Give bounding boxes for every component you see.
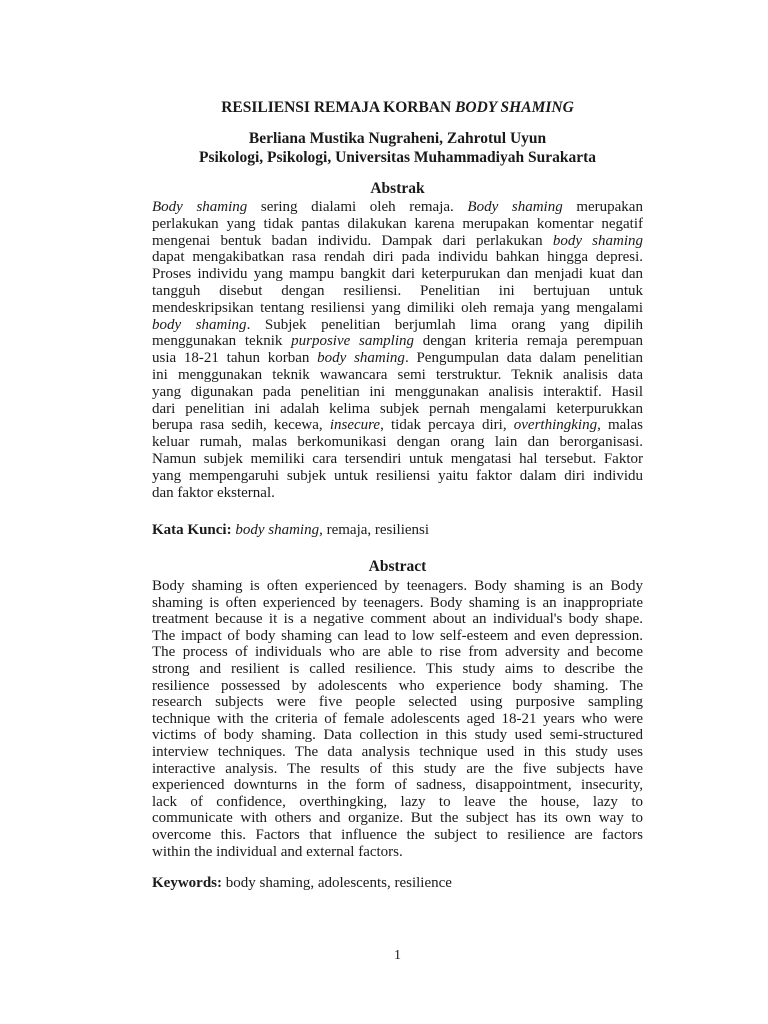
abstrak-line [152,417,643,434]
abstract-line: strong and resilient is called resilience. This study aims to describe the [152,660,643,677]
abstract-line: Body shaming is often experienced by teenagers. Body shaming is an Body [152,578,643,594]
abstrak-line [152,468,643,485]
abstrak-line [152,266,643,283]
abstrak-italic-term: Body shaming [467,199,563,215]
abstrak-line [152,199,643,216]
abstrak-text-segment: . Pengumpulan data dalam penelitian [404,350,643,367]
abstrak-text-segment: , malas [597,417,643,434]
abstrak-line [152,333,643,350]
abstrak-heading: Abstrak [370,180,425,197]
abstrak-line [152,401,643,418]
abstrak-text-segment: Namun subjek memiliki cara tersendiri untuk mengatasi hal tersebut. Faktor [152,450,643,467]
abstrak-text-segment: sering dialami oleh remaja. [247,199,468,215]
abstrak-line [152,434,643,451]
paper-affiliation: Psikologi, Psikologi, Universitas Muhammadiyah Surakarta [198,149,596,166]
keywords-value: body shaming, adolescents, resilience [222,875,452,891]
abstract-line: technique with the criteria of female adolescents aged 18-21 years who were [152,710,643,727]
abstrak-text-segment: perlakukan yang tidak pantas dilakukan karena merupakan komentar negatif [152,215,643,232]
abstrak-line [152,233,643,250]
abstrak-text-segment: dapat mengakibatkan rasa rendah diri pada individu bahkan hingga depresi. [152,249,643,266]
kata-kunci [152,521,643,539]
abstrak-text-segment: menggunakan teknik [152,333,292,350]
abstract-line: The impact of body shaming can lead to low self-esteem and even depression. [152,627,643,644]
paper-title-italic: BODY SHAMING [455,99,574,116]
abstrak-italic-term: purposive sampling [291,333,415,350]
abstrak-line [152,485,643,502]
abstract-line: research subjects were five people selected using purposive sampling [152,694,643,711]
paper-title [152,98,643,118]
paper-title-main: RESILIENSI REMAJA KORBAN [221,99,456,116]
abstrak-line [152,249,643,266]
abstract-heading: Abstract [368,558,427,575]
abstrak-text-segment: tangguh disebut dengan resiliensi. Penelitian ini bertujuan untuk [152,282,643,299]
abstract-body [152,578,643,860]
keywords [152,874,643,892]
kata-kunci-label: Kata Kunci: [152,522,232,538]
abstrak-text-segment: , tidak percaya diri, [380,417,514,434]
page-number: 1 [394,948,401,963]
abstrak-line [152,216,643,233]
paper-page [152,0,643,1024]
abstract-line: lack of confidence, overthingking, lazy to leave the house, lazy to [152,793,643,810]
abstract-line: communicate with others and organize. But the subject has its own way to [152,810,643,827]
abstrak-text-segment: yang digunakan pada penelitian ini menggunakan analisis interaktif. Hasil [152,383,643,400]
abstract-line: victims of body shaming. Data collection in this study used semi-structured [152,727,643,744]
abstrak-italic-term: overthingking [513,417,598,434]
abstrak-line [152,350,643,367]
abstrak-line [152,283,643,300]
abstrak-text-segment: mendeskripsikan tentang resiliensi yang dimiliki oleh remaja yang mengalami [152,299,643,316]
abstrak-text-segment: keluar rumah, malas berkomunikasi dengan orang lain dan berorganisasi. [152,434,643,451]
abstract-line: shaming is often experienced by teenagers. Body shaming is an inappropriate [152,594,643,611]
abstrak-text-segment: dengan kriteria remaja perempuan [414,333,644,350]
abstrak-line [152,317,643,334]
abstract-line: within the individual and external factors. [152,843,403,860]
abstrak-text-segment: dari penelitian ini adalah kelima subjek pernah mengalami keterpurukkan [152,400,643,417]
abstrak-italic-term: body shaming [317,350,405,367]
abstrak-text-segment: mengenai bentuk badan individu. Dampak dari perlakukan [152,232,553,249]
abstrak-italic-term: body shaming [552,232,643,249]
abstrak-italic-term: Body shaming [152,199,248,215]
abstrak-text-segment: yang mempengaruhi subjek untuk resiliensi yaitu faktor dalam diri individu [152,467,643,484]
abstrak-text-segment: merupakan [562,199,643,215]
abstract-line: The process of individuals who are able to rise from adversity and become [152,644,643,661]
kata-kunci-rest: , remaja, resiliensi [319,522,430,538]
abstract-line: resilience possessed by adolescents who experience body shaming. The [152,677,643,694]
abstrak-text-segment: usia 18-21 tahun korban [152,350,318,367]
abstrak-line [152,300,643,317]
abstrak-italic-term: body shaming [152,316,247,333]
abstrak-italic-term: insecure [329,417,381,434]
abstrak-text-segment: berupa rasa sedih, kecewa, [152,417,330,434]
abstrak-text-segment: Proses individu yang mampu bangkit dari keterpurukan dan menjadi kuat dan [152,266,643,283]
abstrak-text-segment: dan faktor eksternal. [152,484,275,501]
kata-kunci-italic: body shaming [231,522,320,538]
abstract-line: experienced downturns in the form of sadness, disappointment, insecurity, [152,777,643,794]
abstract-line: interview techniques. The data analysis technique used in this study uses [152,743,643,760]
paper-authors: Berliana Mustika Nugraheni, Zahrotul Uyun [248,130,547,147]
abstract-line: overcome this. Factors that influence the subject to resilience are factors [152,826,643,843]
abstrak-line [152,451,643,468]
abstrak-line [152,367,643,384]
abstrak-body [152,199,643,501]
abstrak-text-segment: . Subjek penelitian berjumlah lima orang yang dipilih [246,316,644,333]
abstract-line: treatment because it is a negative comment about an individual's body shape. [152,611,643,628]
abstract-line: interactive analysis. The results of this study are the five subjects have [152,760,643,777]
abstrak-text-segment: ini menggunakan teknik wawancara semi terstruktur. Teknik analisis data [152,366,643,383]
keywords-label: Keywords: [152,875,222,891]
abstrak-line [152,384,643,401]
